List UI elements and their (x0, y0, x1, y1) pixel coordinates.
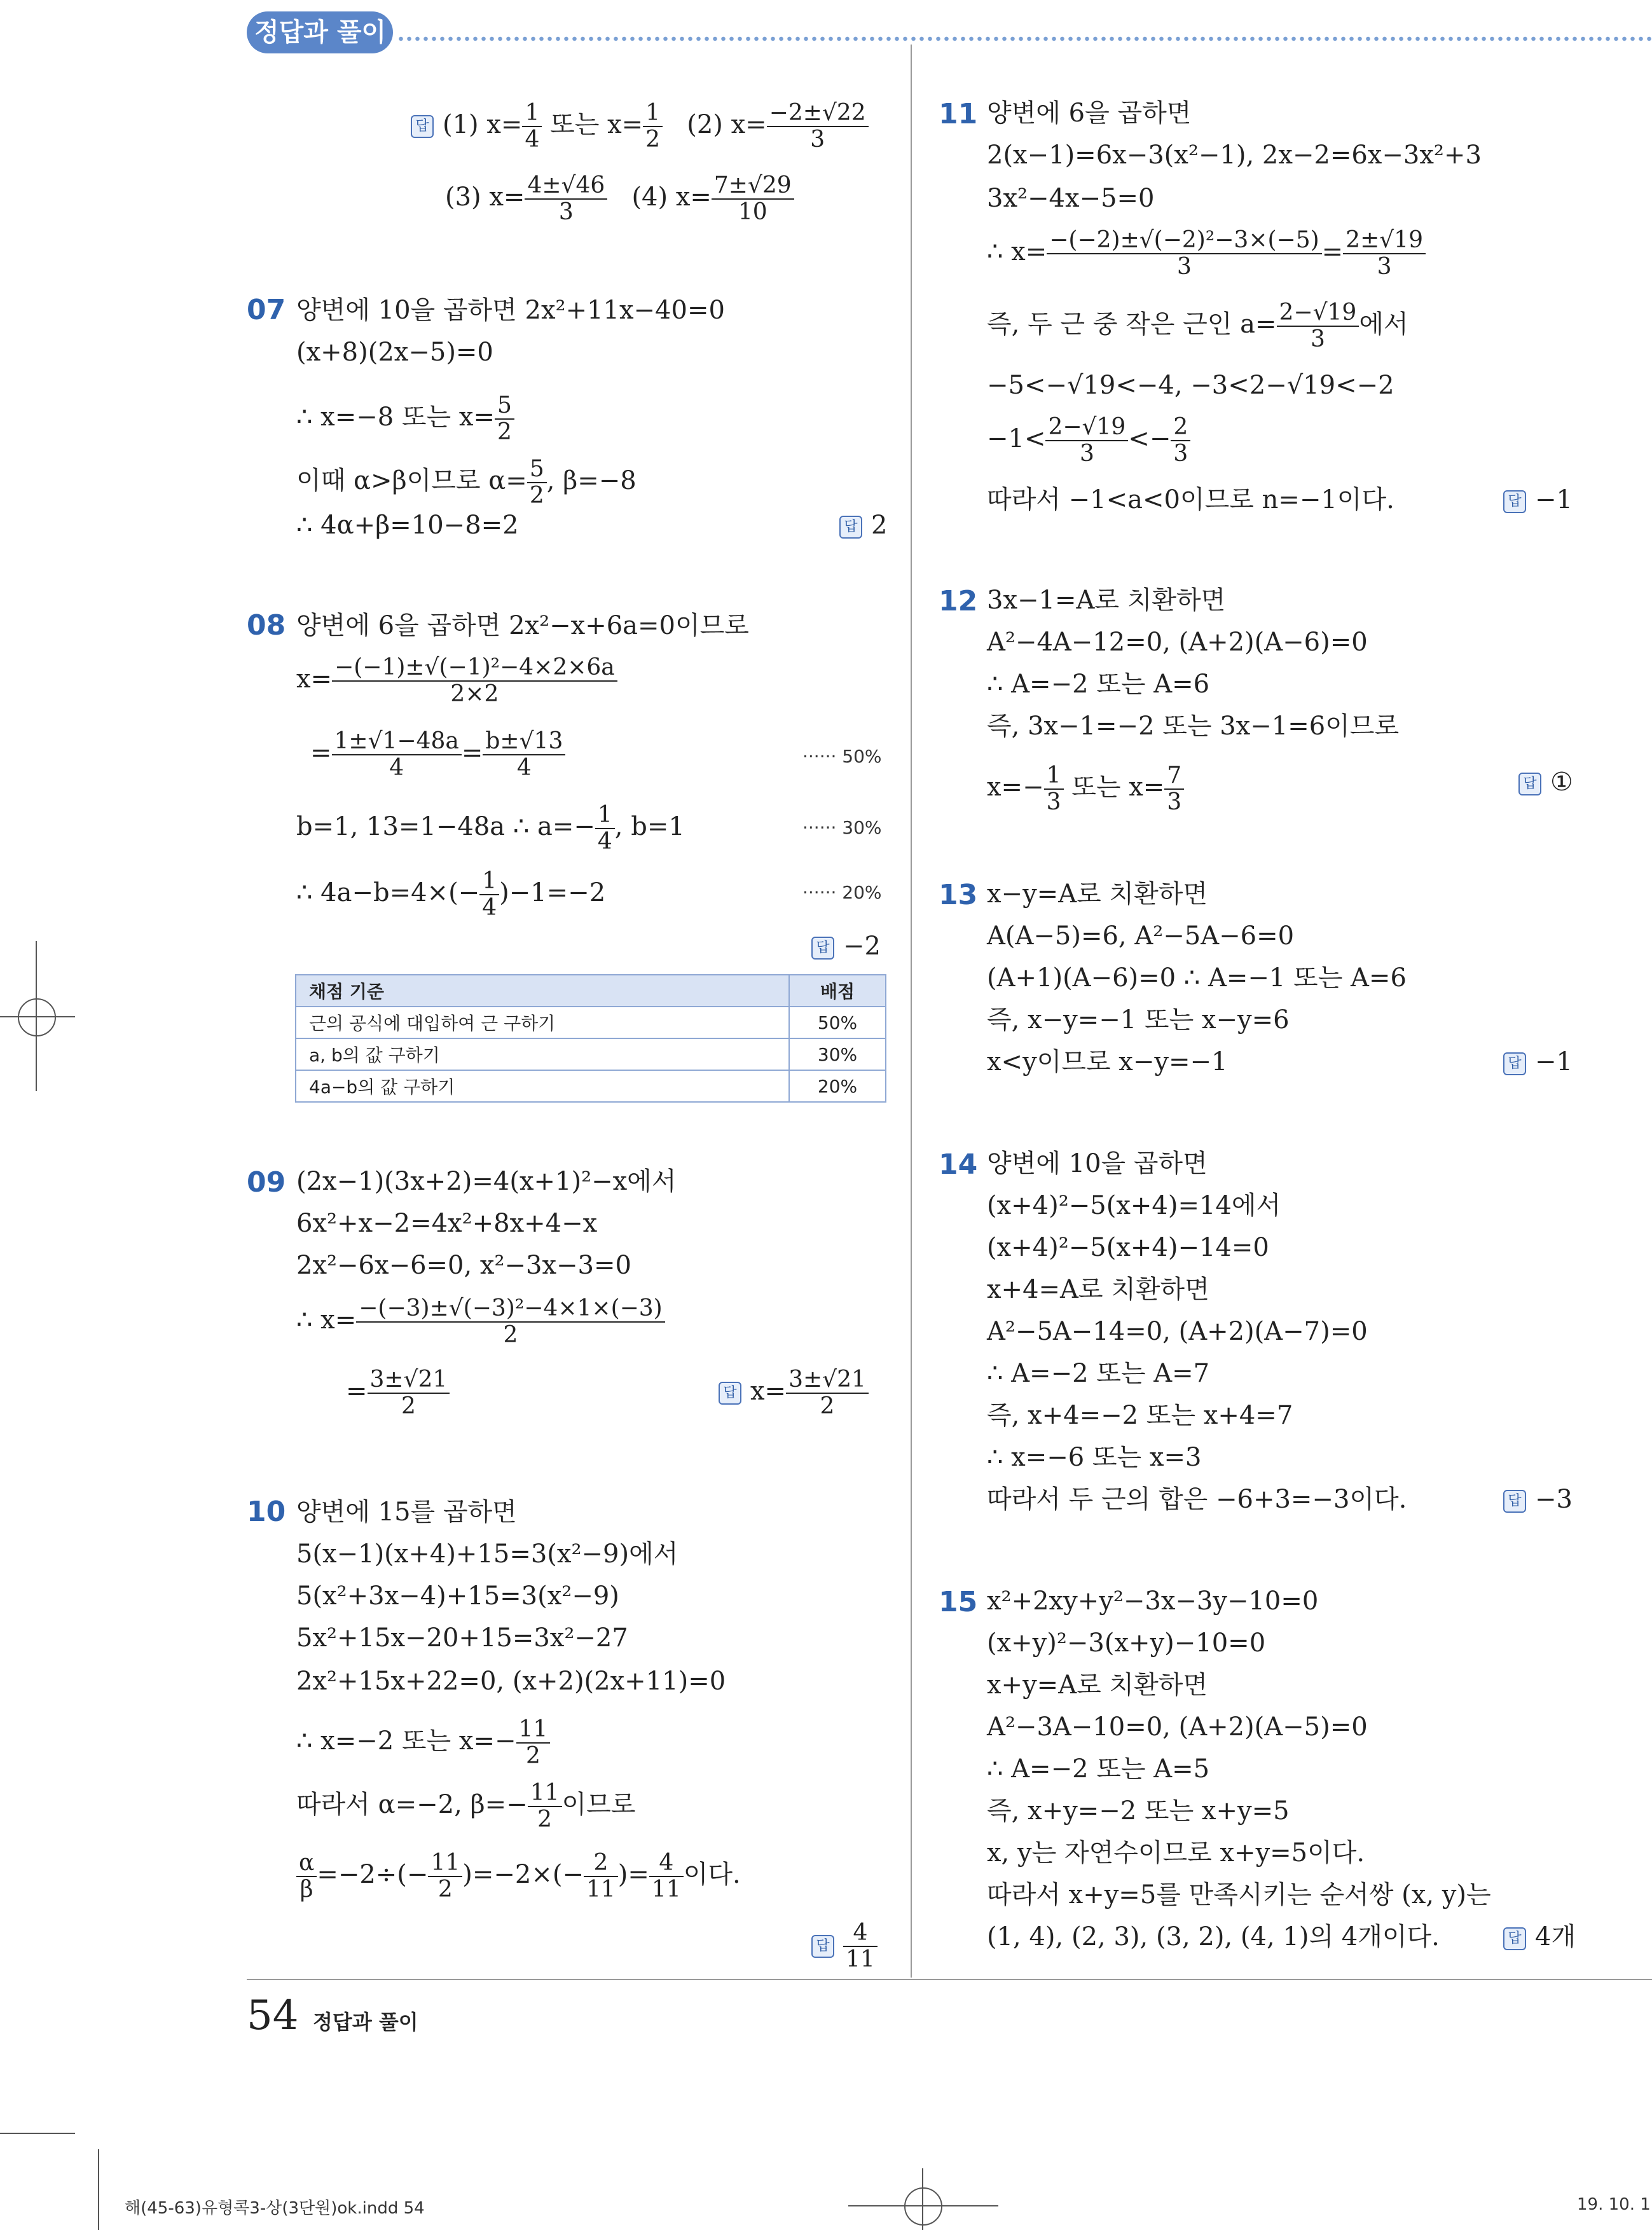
solution-line: 2x²+15x+22=0, (x+2)(2x+11)=0 (296, 1667, 726, 1696)
table-cell: 4a−b의 값 구하기 (296, 1070, 789, 1102)
solution-line: 양변에 6을 곱하면 2x²−x+6a=0이므로 (296, 611, 749, 640)
fraction: $\frac{7}{3}$ (1164, 763, 1184, 815)
fraction: $\frac{b\pm√13}{4}$ (483, 729, 565, 781)
table-cell: 30% (789, 1038, 886, 1070)
table-row (296, 1070, 886, 1102)
solution-line: ∴ A=−2 또는 A=5 (987, 1754, 1210, 1784)
table-cell: 20% (789, 1070, 886, 1102)
score-percent: ······ 20% (802, 882, 882, 903)
crop-mark (98, 2149, 99, 2230)
fraction: $\frac{1}{4}$ (479, 869, 499, 921)
solution-line: (x+y)²−3(x+y)−10=0 (987, 1628, 1266, 1658)
fraction: $\frac{3\pm√21}{2}$ (368, 1367, 450, 1419)
solution-line: (x+8)(2x−5)=0 (296, 338, 493, 367)
fraction: $\frac{1\pm√1-48a}{4}$ (332, 729, 462, 781)
answer: 답 4개 (1503, 1922, 1576, 1952)
fraction: $\frac{4\pm√46}{3}$ (525, 173, 607, 225)
solution-line: 6x²+x−2=4x²+8x+4−x (296, 1209, 598, 1238)
solution-line: 즉, x+4=−2 또는 x+4=7 (987, 1401, 1293, 1430)
fraction: $\frac{4}{11}$ (843, 1920, 878, 1972)
solution-line: 3x−1=A로 치환하면 (987, 586, 1226, 615)
answer: 답 x= $\frac{3\pm√21}{2}$ (719, 1367, 869, 1419)
solution-line: ∴ x=−6 또는 x=3 (987, 1443, 1202, 1472)
solution-line: 2(x−1)=6x−3(x²−1), 2x−2=6x−3x²+3 (987, 141, 1482, 170)
solution-line: A²−4A−12=0, (A+2)(A−6)=0 (987, 628, 1368, 657)
solution-line: b=1, 13=1−48a ∴ a=− $\frac{1}{4}$ , b=1 (296, 802, 685, 855)
table-row (296, 1038, 886, 1070)
solution-line: x+y=A로 치환하면 (987, 1670, 1208, 1700)
solution-line: 따라서 −1<a<0이므로 n=−1이다. (987, 485, 1394, 514)
solution-line: ∴ x= $\frac{\text{−(−2)±√(−2)²−3×(−5)}}{3}$ = $\frac{2\pm√19}{3}$ (987, 228, 1426, 280)
score-percent: ······ 30% (802, 817, 882, 838)
fraction: $\frac{2\pm√19}{3}$ (1343, 228, 1426, 280)
solution-line: 따라서 x+y=5를 만족시키는 순서쌍 (x, y)는 (987, 1880, 1491, 1910)
fraction: $\frac{2}{11}$ (584, 1850, 618, 1903)
answer-badge: 답 (411, 115, 434, 138)
print-filename: 해(45-63)유형콕3-상(3단원)ok.indd 54 (125, 2199, 425, 2218)
solution-line: 따라서 두 근의 합은 −6+3=−3이다. (987, 1485, 1407, 1514)
fraction: $\frac{7\pm√29}{10}$ (712, 173, 794, 225)
solution-line: 3x²−4x−5=0 (987, 184, 1155, 213)
fraction: $\frac{1}{4}$ (595, 802, 615, 855)
table-header: 배점 (789, 975, 886, 1007)
crop-mark (0, 2133, 75, 2134)
header-dotted-rule (397, 36, 1652, 42)
solution-line: 2x²−6x−6=0, x²−3x−3=0 (296, 1251, 631, 1280)
fraction: $\frac{1}{3}$ (1044, 763, 1064, 815)
answer: 답 −1 (1503, 1047, 1573, 1077)
page-number: 54 (247, 1992, 299, 2039)
column-divider (911, 45, 912, 1978)
solution-line: x= $\frac{\text{−(−1)±√(−1)²−4×2×6a}}{2\times 2}$ (296, 655, 617, 707)
solution-line: (2x−1)(3x+2)=4(x+1)²−x에서 (296, 1167, 677, 1196)
footer-label: 정답과 풀이 (313, 2010, 418, 2034)
table-header: 채점 기준 (296, 975, 789, 1007)
solution-line: = $\frac{1\pm√1-48a}{4}$ = $\frac{b\pm√13}{4}$ (310, 729, 565, 781)
solution-line: 따라서 α=−2, β=− $\frac{11}{2}$ 이므로 (296, 1780, 636, 1833)
solution-line: 즉, x−y=−1 또는 x−y=6 (987, 1005, 1290, 1035)
solution-line: (x+4)²−5(x+4)=14에서 (987, 1191, 1281, 1220)
solution-line: 양변에 6을 곱하면 (987, 99, 1192, 128)
solution-line: x=− $\frac{1}{3}$ 또는 x= $\frac{7}{3}$ (987, 763, 1184, 815)
footer-rule (247, 1979, 1652, 1980)
problem-number: 09 (247, 1166, 286, 1199)
crop-mark (922, 2168, 923, 2230)
solution-line: = $\frac{3\pm√21}{2}$ (346, 1367, 450, 1419)
answer: 답 −3 (1503, 1484, 1573, 1515)
answer-badge: 답 (1503, 490, 1526, 513)
problem-number: 11 (939, 98, 978, 130)
solution-line: x+4=A로 치환하면 (987, 1275, 1209, 1304)
solution-line: 즉, 두 근 중 작은 근인 a= $\frac{2-√19}{3}$ 에서 (987, 299, 1408, 352)
fraction: $\frac{2}{3}$ (1171, 415, 1190, 467)
table-cell: 근의 공식에 대입하여 근 구하기 (296, 1007, 789, 1038)
fraction: $\frac{\text{−(−3)±√(−3)²−4×1×(−3)}}{2}$ (356, 1296, 664, 1348)
fraction: $\frac{2-√19}{3}$ (1277, 300, 1359, 352)
solution-line: ∴ x=−2 또는 x=− $\frac{11}{2}$ (296, 1717, 550, 1769)
problem-number: 13 (939, 879, 978, 911)
answer-badge: 답 (811, 937, 834, 960)
registration-mark-bottom (904, 2187, 942, 2226)
solution-line: ∴ x= $\frac{\text{−(−3)±√(−3)²−4×1×(−3)}}{2}$ (296, 1296, 665, 1348)
fraction: $\frac{-2\pm√22}{3}$ (767, 100, 869, 153)
fraction: $\frac{5}{2}$ (495, 393, 514, 445)
header-title: 정답과 풀이 (254, 18, 387, 47)
answer-badge: 답 (1503, 1052, 1526, 1075)
fraction: $\frac{\text{−(−1)±√(−1)²−4×2×6a}}{2\times 2}$ (332, 655, 617, 707)
answer-badge: 답 (839, 516, 862, 539)
solution-line: A²−3A−10=0, (A+2)(A−5)=0 (987, 1712, 1368, 1742)
problem-number: 08 (247, 609, 286, 642)
fraction: $\frac{2-√19}{3}$ (1045, 415, 1128, 467)
fraction: $\frac{3\pm√21}{2}$ (786, 1367, 869, 1419)
score-percent: ······ 50% (802, 746, 882, 767)
crop-mark (36, 941, 37, 1091)
answer: 답 −1 (1503, 485, 1573, 515)
solution-line: A²−5A−14=0, (A+2)(A−7)=0 (987, 1317, 1368, 1346)
fraction: $\frac{11}{2}$ (528, 1780, 562, 1833)
answer: 답 2 (839, 510, 887, 540)
solution-line: −5<−√19<−4, −3<2−√19<−2 (987, 371, 1394, 400)
solution-line: x−y=A로 치환하면 (987, 879, 1208, 909)
solution-line: (A+1)(A−6)=0 ∴ A=−1 또는 A=6 (987, 963, 1407, 993)
answer: 답 ① (1518, 767, 1573, 797)
solution-line: (x+4)²−5(x+4)−14=0 (987, 1233, 1269, 1262)
problem-number: 12 (939, 585, 978, 617)
solution-line: 5(x²+3x−4)+15=3(x²−9) (296, 1581, 619, 1611)
crop-mark (848, 2205, 998, 2206)
answer-badge: 답 (1518, 773, 1541, 795)
solution-line: x<y이므로 x−y=−1 (987, 1047, 1228, 1077)
solution-line: A(A−5)=6, A²−5A−6=0 (987, 921, 1295, 951)
solution-line: 양변에 15를 곱하면 (296, 1497, 517, 1527)
solution-line: (1, 4), (2, 3), (3, 2), (4, 1)의 4개이다. (987, 1922, 1440, 1951)
answer-badge: 답 (1503, 1490, 1526, 1513)
solution-line: ∴ 4a−b=4×(− $\frac{1}{4}$ )−1=−2 (296, 868, 606, 921)
solution-line: 양변에 10을 곱하면 2x²+11x−40=0 (296, 296, 725, 325)
fraction: $\frac{\alpha}{\beta}$ (296, 1850, 317, 1903)
solution-line: ∴ A=−2 또는 A=7 (987, 1359, 1210, 1388)
solution-line: 이때 α>β이므로 α= $\frac{5}{2}$ , β=−8 (296, 456, 637, 509)
problem-number: 10 (247, 1496, 286, 1528)
print-date: 19. 10. 1 (1577, 2195, 1651, 2214)
problem-number: 07 (247, 294, 286, 326)
registration-mark-left (18, 998, 56, 1036)
answer: 답 −2 (811, 931, 881, 961)
table-cell: a, b의 값 구하기 (296, 1038, 789, 1070)
fraction: $\frac{5}{2}$ (527, 457, 547, 509)
solution-line: 즉, x+y=−2 또는 x+y=5 (987, 1796, 1290, 1826)
solution-line: x²+2xy+y²−3x−3y−10=0 (987, 1586, 1319, 1616)
table-header-row (296, 975, 886, 1007)
fraction: $\frac{\text{−(−2)±√(−2)²−3×(−5)}}{3}$ (1047, 228, 1321, 280)
answer (811, 1920, 878, 1972)
solution-line: x, y는 자연수이므로 x+y=5이다. (987, 1838, 1365, 1868)
solution-line: ∴ 4α+β=10−8=2 (296, 511, 519, 540)
solution-line: 양변에 10을 곱하면 (987, 1149, 1208, 1178)
solution-line: ∴ x=−8 또는 x= $\frac{5}{2}$ (296, 393, 514, 445)
solution-line: ∴ A=−2 또는 A=6 (987, 670, 1210, 699)
answer-badge: 답 (1503, 1927, 1526, 1950)
table-cell: 50% (789, 1007, 886, 1038)
answer-badge: 답 (719, 1382, 741, 1405)
table-row (296, 1007, 886, 1038)
grading-criteria-table (295, 974, 886, 1103)
crop-mark (0, 1016, 75, 1017)
fraction: $\frac{4}{11}$ (649, 1850, 684, 1903)
solution-line: 5(x−1)(x+4)+15=3(x²−9)에서 (296, 1539, 678, 1569)
fraction: $\frac{1}{2}$ (643, 100, 663, 153)
top-answer-row2: (3) x= $\frac{4\pm√46}{3}$ (4) x= $\frac{7\pm√29}{10}$ (445, 173, 794, 225)
solution-line: 즉, 3x−1=−2 또는 3x−1=6이므로 (987, 712, 1400, 741)
fraction: $\frac{11}{2}$ (428, 1850, 462, 1903)
problem-number: 14 (939, 1148, 978, 1181)
problem-number: 15 (939, 1586, 978, 1618)
fraction: $\frac{1}{4}$ (522, 100, 542, 153)
solution-line: −1< $\frac{2-√19}{3}$ <− $\frac{2}{3}$ (987, 415, 1190, 467)
top-answer-row1: 답 (1) x= $\frac{1}{4}$ 또는 x= $\frac{1}{2}$ (2) x= $\frac{-2\pm√22}{3}$ (411, 100, 869, 153)
solution-line: $\frac{\alpha}{\beta}$ =−2÷(− $\frac{11}{2}$ )=−2×(− $\frac{2}{11}$ )= $\frac{4}{11}$ 이다. (296, 1850, 741, 1903)
answer-badge: 답 (811, 1935, 834, 1958)
solution-line: 5x²+15x−20+15=3x²−27 (296, 1623, 628, 1653)
fraction: $\frac{11}{2}$ (516, 1717, 551, 1769)
